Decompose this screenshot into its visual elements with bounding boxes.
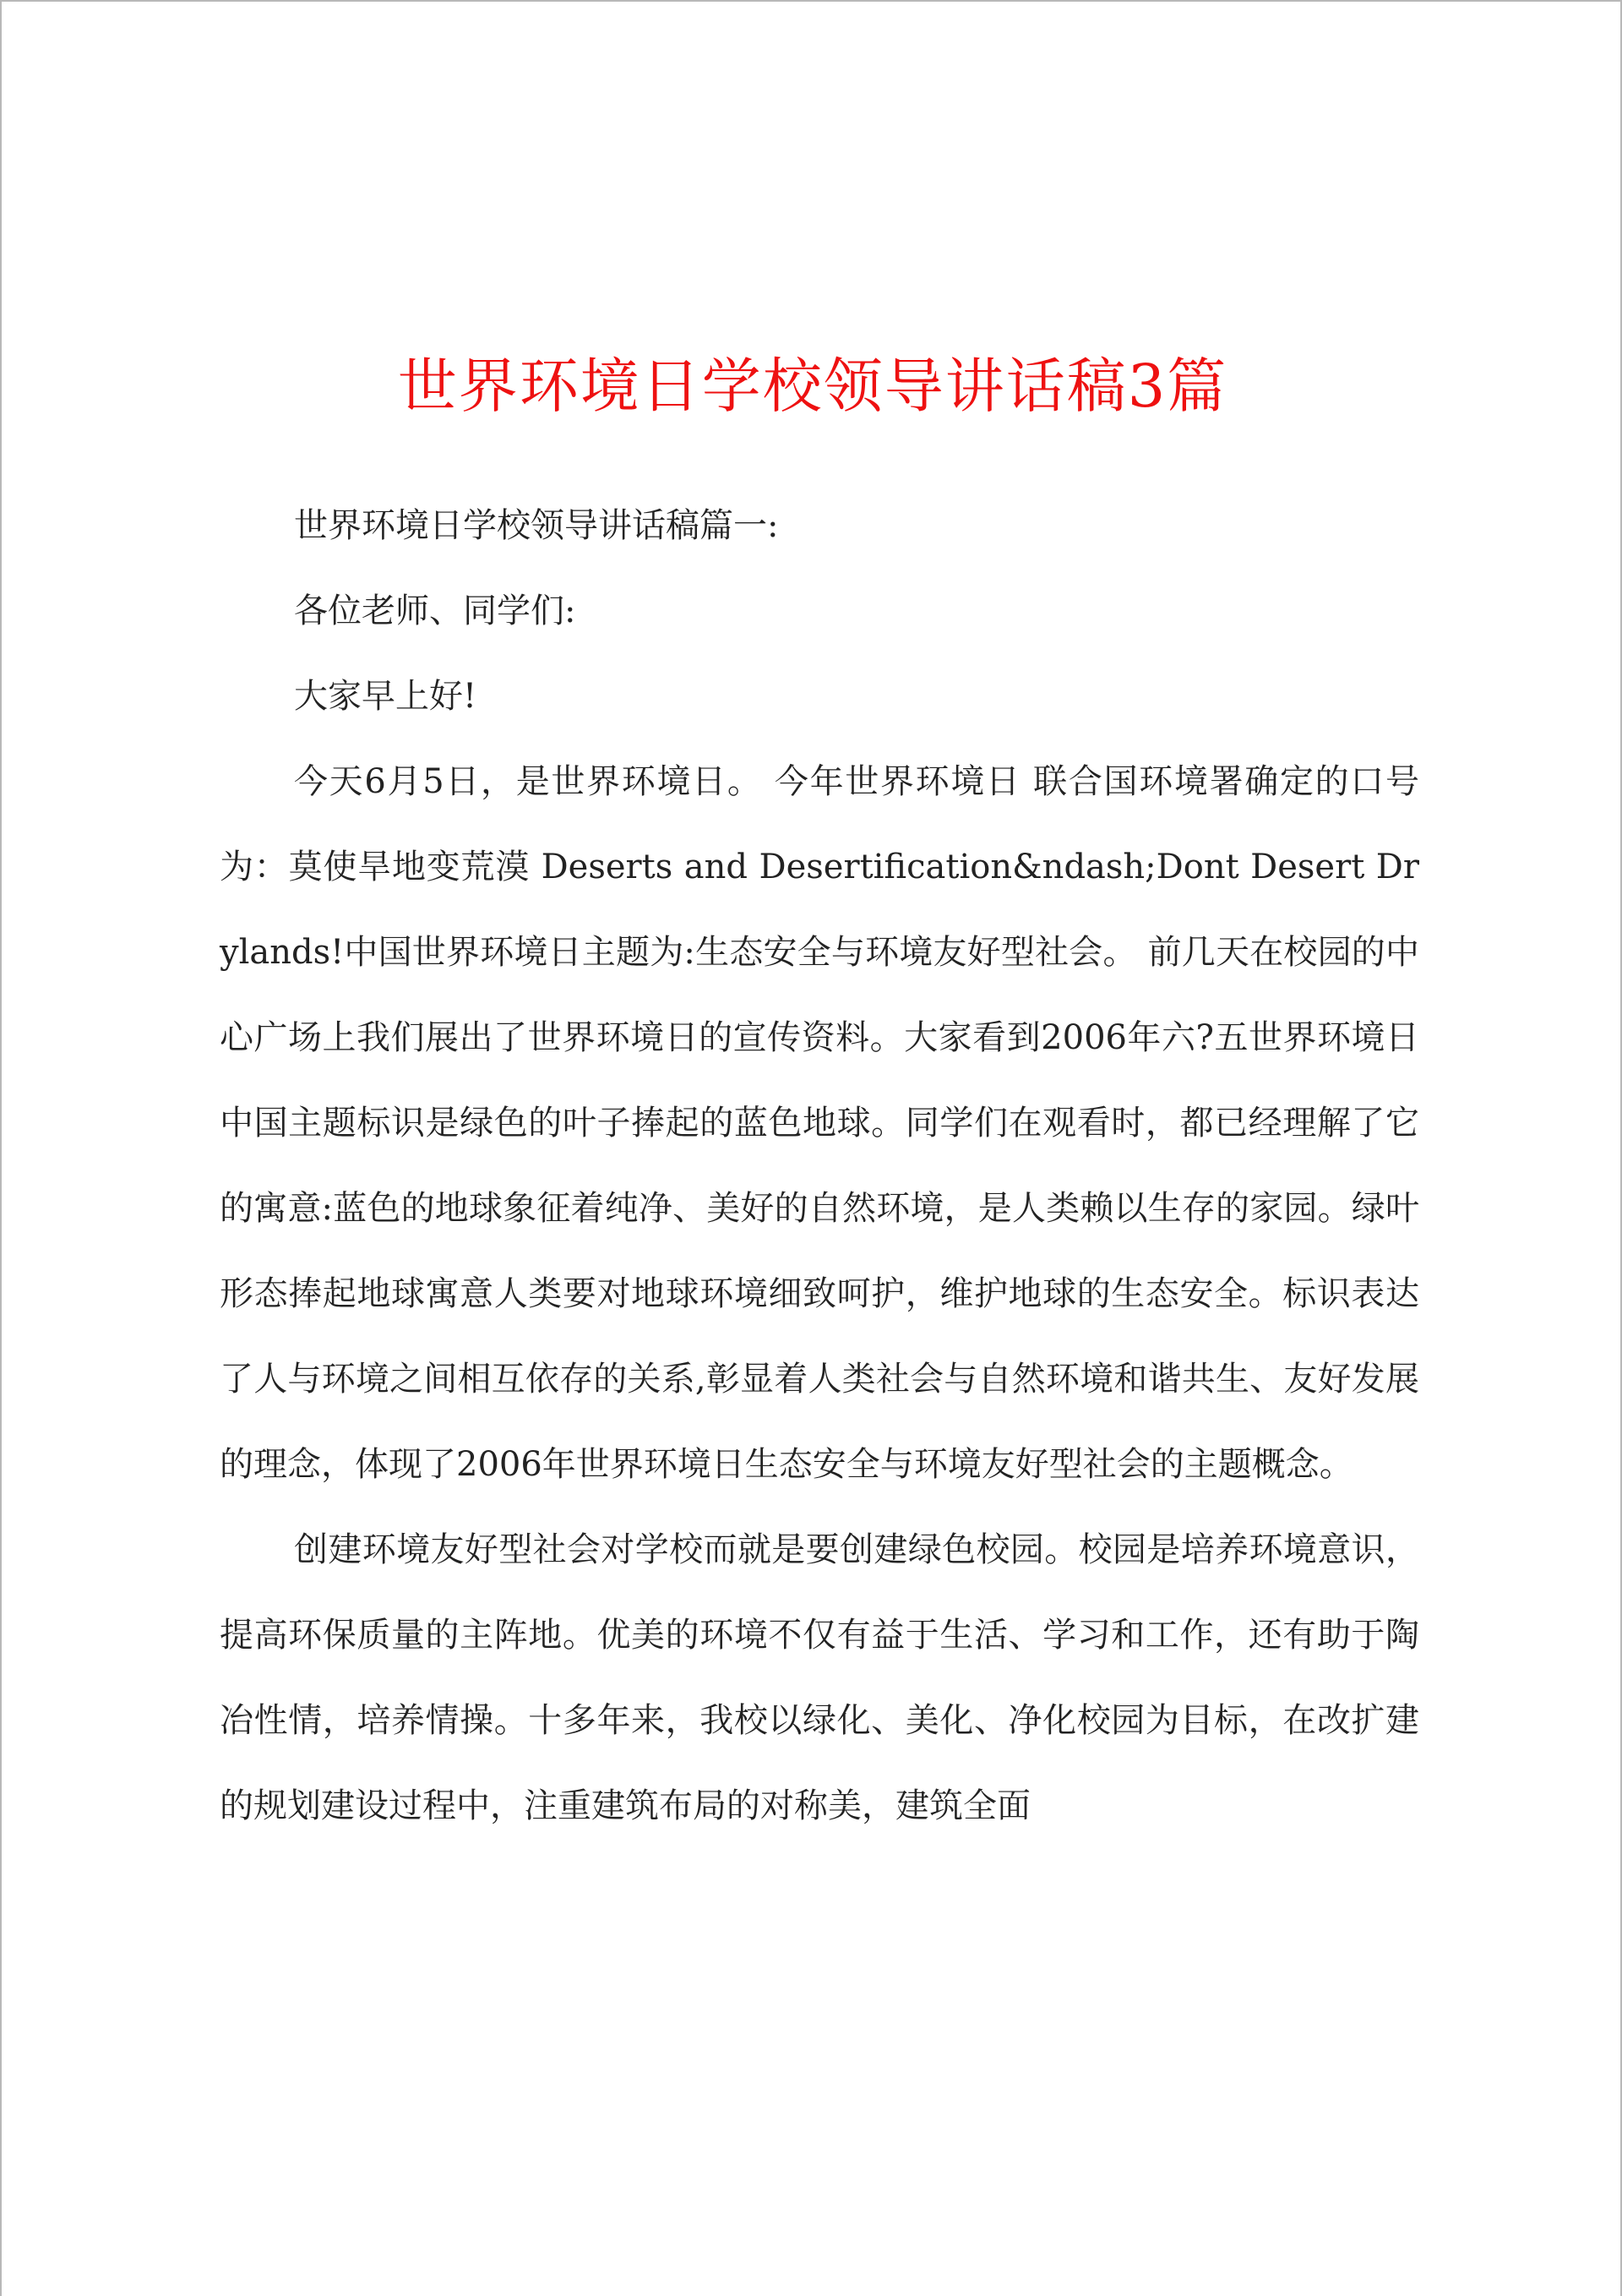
paragraph-heading: 世界环境日学校领导讲话稿篇一:: [294, 506, 779, 545]
paragraph-greeting: 大家早上好!: [294, 677, 477, 716]
paragraph-salutation: 各位老师、同学们:: [294, 592, 576, 630]
document-body: [220, 483, 1419, 1849]
document-title: 世界环境日学校领导讲话稿3篇: [397, 352, 1228, 421]
paragraph-green-campus: 创建环境友好型社会对学校而就是要创建绿色校园。校园是培养环境意识，提高环保质量的主阵地。优美的环境不仅有益于生活、学习和工作，还有助于陶冶性情，培养情操。十多年来，我校以绿化、美化、净化校园为目标，在改扩建的规划建设过程中，注重建筑布局的对称美，建筑全面: [220, 1530, 1419, 1825]
paragraph-environment-day: 今天6月5日，是世界环境日。 今年世界环境日 联合国环境署确定的口号为：莫使旱地变荒漠 Deserts and Desertification&ndash;Dont Desert Drylands!中国世界环境日主题为:生态安全与环境友好型社会。 前几天在校园的中心广场上我们展出了世界环境日的宣传资料。大家看到2006年六?五世界环境日中国主题标识是绿色的叶子捧起的蓝色地球。同学们在观看时，都已经理解了它的寓意:蓝色的地球象征着纯净、美好的自然环境，是人类赖以生存的家园。绿叶形态捧起地球寓意人类要对地球环境细致呵护，维护地球的生态安全。标识表达了人与环境之间相互依存的关系,彰显着人类社会与自然环境和谐共生、友好发展的理念，体现了2006年世界环境日生态安全与环境友好型社会的主题概念。: [220, 762, 1419, 1484]
